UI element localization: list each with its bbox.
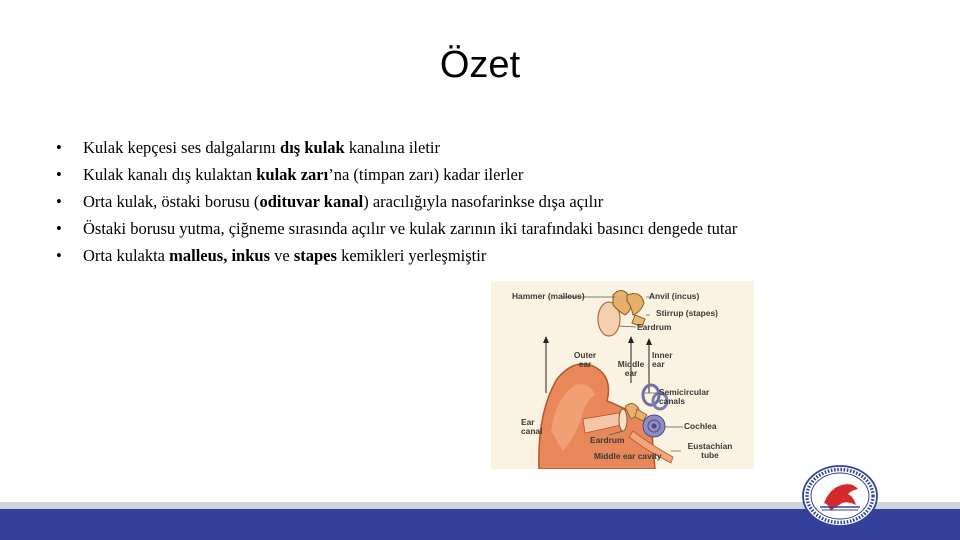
label-eardrum-top: Eardrum — [637, 322, 672, 332]
bullet-item — [56, 161, 936, 188]
ear-anatomy-diagram — [491, 281, 754, 469]
university-logo — [800, 463, 880, 528]
bullet-bold-text: stapes — [293, 246, 337, 265]
label-outer-ear: Outer ear — [573, 350, 597, 369]
bullet-bold-text: kulak zarı — [256, 165, 329, 184]
label-semicircular-canals: Semicircular canals — [659, 387, 710, 406]
bullet-text: kanalına iletir — [344, 138, 440, 157]
bullet-text: Kulak kepçesi ses dalgalarını — [83, 138, 281, 157]
label-hammer: Hammer (malleus) — [512, 291, 585, 301]
bullet-text: ) aracılığıyla nasofarinkse dışa açılır — [363, 192, 604, 211]
bullet-item — [56, 215, 936, 242]
bullet-text: Kulak kanalı dış kulaktan — [83, 165, 257, 184]
label-middle-ear-cavity: Middle ear cavity — [594, 451, 662, 461]
bullet-text: ’na (timpan zarı) kadar ilerler — [328, 165, 524, 184]
bullet-text: Östaki borusu yutma, çiğneme sırasında açılır ve kulak zarının iki tarafındaki basıncı dengede tutar — [83, 219, 738, 238]
label-eardrum-bottom: Eardrum — [590, 435, 625, 445]
bullet-text: Orta kulakta — [83, 246, 170, 265]
label-cochlea: Cochlea — [684, 421, 717, 431]
slide-title: Özet — [439, 44, 521, 86]
label-ear-canal: Ear canal — [521, 417, 543, 436]
bullet-list — [56, 134, 936, 269]
bullet-item — [56, 242, 936, 269]
label-middle-ear: Middle ear — [617, 359, 645, 378]
label-stirrup: Stirrup (stapes) — [656, 308, 718, 318]
bullet-text: ve — [270, 246, 294, 265]
bullet-item — [56, 134, 936, 161]
bullet-bold-text: odituvar kanal — [259, 192, 364, 211]
bullet-text: kemikleri yerleşmiştir — [336, 246, 487, 265]
label-anvil: Anvil (incus) — [649, 291, 700, 301]
bullet-bold-text: malleus, inkus — [169, 246, 271, 265]
university-seal-icon — [800, 463, 880, 528]
bullet-text: Orta kulak, östaki borusu ( — [83, 192, 260, 211]
label-inner-ear: Inner ear — [652, 350, 673, 369]
bullet-bold-text: dış kulak — [280, 138, 345, 157]
label-eustachian-tube: Eustachian tube — [687, 441, 733, 460]
bullet-item — [56, 188, 936, 215]
